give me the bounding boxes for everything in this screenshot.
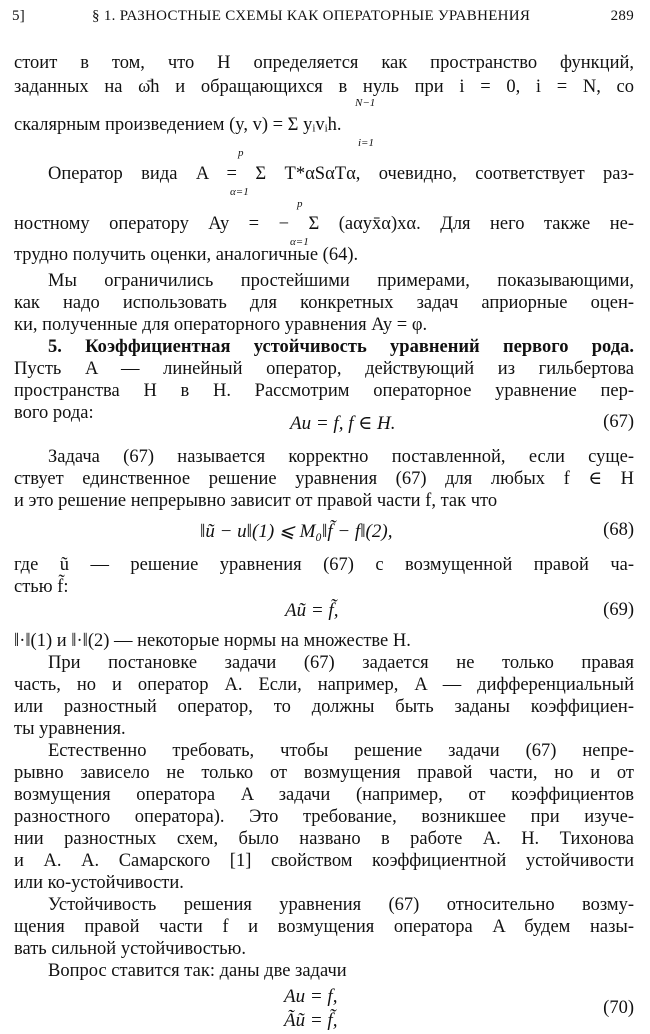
equation-number: (69)	[603, 600, 634, 620]
equation-70a: Au = f,	[284, 986, 338, 1007]
text-line: ки, полученные для операторного уравнения Ay = φ.	[14, 315, 428, 335]
text-line: рывно зависело не только от возмущения правой части, но и от	[14, 763, 634, 783]
equation-69: Aũ = f̃,	[285, 600, 339, 621]
text-line: ‖·‖(1) и ‖·‖(2) — некоторые нормы на множестве H.	[14, 631, 411, 651]
text-line: пространства H в H. Рассмотрим операторное уравнение пер-	[14, 381, 634, 401]
text-line: скалярным произведением (y, v) = Σ yᵢvᵢh.	[14, 115, 342, 135]
text-line: часть, но и оператор A. Если, например, A — дифференциальный	[14, 675, 634, 695]
section-marker: 5]	[12, 8, 26, 24]
text-line: трудно получить оценки, аналогичные (64).	[14, 245, 359, 265]
text-line: стоит в том, что H определяется как пространство функций,	[14, 53, 634, 73]
text-line: и это решение непрерывно зависит от правой части f, так что	[14, 491, 498, 511]
equation-67: Au = f, f ∈ H.	[290, 413, 396, 434]
chapter-title: § 1. РАЗНОСТНЫЕ СХЕМЫ КАК ОПЕРАТОРНЫЕ УРАВНЕНИЯ	[92, 8, 531, 24]
equation-number: (70)	[603, 998, 634, 1018]
equation-70b: Ãũ = f̃,	[284, 1010, 338, 1031]
text-line: Пусть A — линейный оператор, действующий из гильбертова	[14, 359, 634, 379]
text-line: или разностный оператор, то должны быть заданы коэффициен-	[14, 697, 634, 717]
text-line: Мы ограничились простейшими примерами, показывающими,	[48, 271, 634, 291]
equation-number: (67)	[603, 412, 634, 432]
subsection-heading: 5. Коэффициентная устойчивость уравнений первого рода.	[48, 337, 634, 357]
text-line: Естественно требовать, чтобы решение задачи (67) непре-	[48, 741, 634, 761]
text-line: щения правой части f и возмущения оператора A будем назы-	[14, 917, 634, 937]
text-line: При постановке задачи (67) задается не только правая	[48, 653, 634, 673]
sum-upper-limit: p	[297, 198, 303, 210]
text-line: вать сильной устойчивостью.	[14, 939, 246, 959]
text-line: как надо использовать для конкретных задач априорные оцен-	[14, 293, 634, 313]
text-line: ты уравнения.	[14, 719, 126, 739]
text-line: разностного оператора). Это требование, возникшее при изуче-	[14, 807, 634, 827]
text-line: Оператор вида A = Σ T*αSαTα, очевидно, соответствует раз-	[48, 164, 634, 184]
text-line: или ко-устойчивости.	[14, 873, 184, 893]
text-line: ностному оператору Ay = − Σ (aαyx̄α)xα. Для него также не-	[14, 214, 634, 234]
sum-upper-limit: N−1	[355, 97, 376, 109]
running-header	[12, 8, 634, 30]
text-line: и А. А. Самарского [1] свойством коэффициентной устойчивости	[14, 851, 634, 871]
sum-lower-limit: α=1	[230, 186, 249, 198]
sum-lower-limit: α=1	[290, 236, 309, 248]
page-number: 289	[610, 8, 634, 24]
sum-lower-limit: i=1	[358, 137, 374, 149]
equation-68: ‖ũ − u‖(1) ⩽ M₀‖f̃ − f‖(2),	[200, 521, 393, 542]
text-line: стью f̃:	[14, 577, 69, 597]
text-line: вого рода:	[14, 403, 94, 423]
text-line: Задача (67) называется корректно поставленной, если суще-	[48, 447, 634, 467]
text-line: возмущения оператора A задачи (например, от коэффициентов	[14, 785, 634, 805]
text-line: Вопрос ставится так: даны две задачи	[48, 961, 347, 981]
text-line: ствует единственное решение уравнения (67) для любых f ∈ H	[14, 469, 634, 489]
text-line: где ũ — решение уравнения (67) с возмущенной правой ча-	[14, 555, 634, 575]
sum-upper-limit: p	[238, 147, 244, 159]
text-line: нии разностных схем, было названо в работе А. Н. Тихонова	[14, 829, 634, 849]
text-line: заданных на ω̄h и обращающихся в нуль при i = 0, i = N, со	[14, 77, 634, 97]
text-line: Устойчивость решения уравнения (67) относительно возму-	[48, 895, 634, 915]
equation-number: (68)	[603, 520, 634, 540]
